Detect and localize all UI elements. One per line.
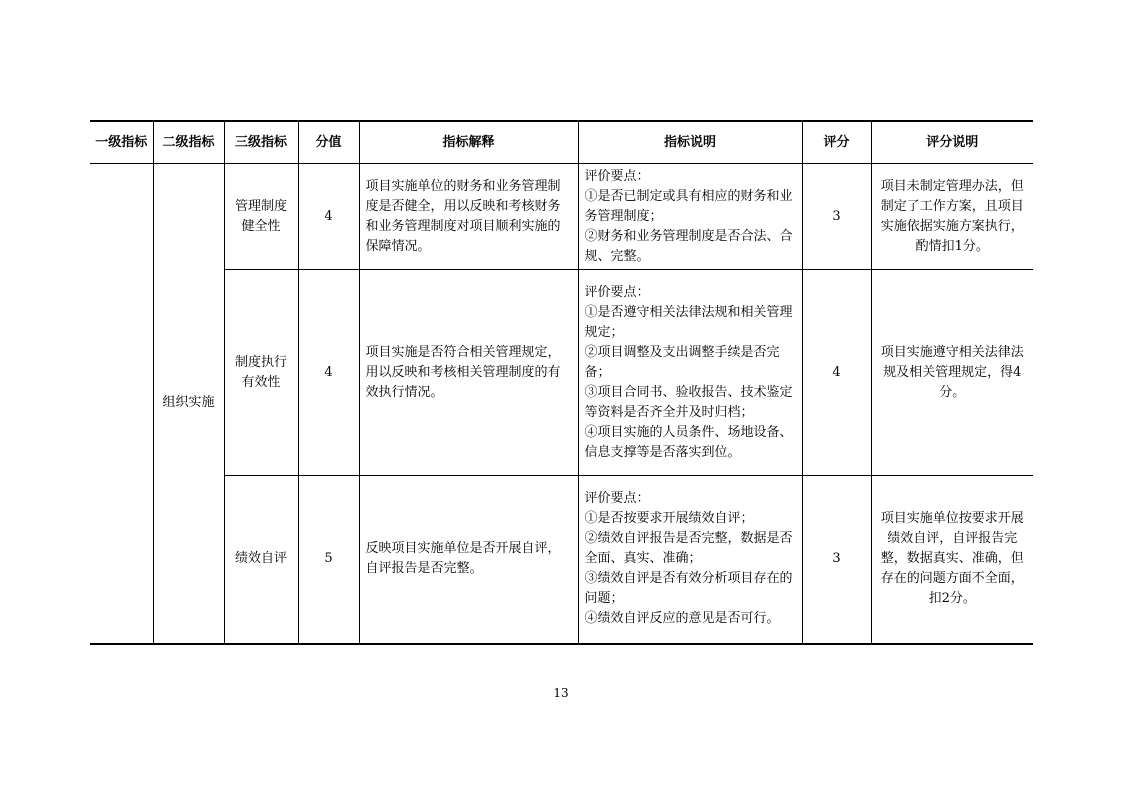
level3-cell: 绩效自评 bbox=[224, 476, 298, 644]
score-cell: 3 bbox=[802, 476, 871, 644]
header-level2: 二级指标 bbox=[153, 121, 224, 164]
table-row bbox=[90, 270, 1033, 476]
header-level3: 三级指标 bbox=[224, 121, 298, 164]
score-value-cell: 4 bbox=[298, 270, 359, 476]
score-note-cell: 项目未制定管理办法，但制定了工作方案，且项目实施依据实施方案执行，酌情扣1分。 bbox=[871, 164, 1033, 270]
explanation-cell: 项目实施是否符合相关管理规定，用以反映和考核相关管理制度的有效执行情况。 bbox=[359, 270, 578, 476]
criteria-line: 评价要点： bbox=[584, 168, 650, 184]
page-number: 13 bbox=[553, 686, 569, 700]
table-row bbox=[90, 476, 1033, 644]
criteria-line: ①是否遵守相关法律法规和相关管理规定； bbox=[584, 304, 793, 340]
explanation-cell: 反映项目实施单位是否开展自评，自评报告是否完整。 bbox=[359, 476, 578, 644]
criteria-cell bbox=[578, 164, 802, 270]
criteria-line: ①是否已制定或具有相应的财务和业务管理制度； bbox=[584, 188, 793, 224]
score-value-cell: 4 bbox=[298, 164, 359, 270]
level3-cell: 制度执行有效性 bbox=[224, 270, 298, 476]
criteria-line: 评价要点： bbox=[584, 491, 650, 507]
header-criteria: 指标说明 bbox=[578, 121, 802, 164]
level1-cell bbox=[90, 164, 153, 644]
level3-cell: 管理制度健全性 bbox=[224, 164, 298, 270]
criteria-line: ④项目实施的人员条件、场地设备、信息支撑等是否落实到位。 bbox=[584, 424, 793, 460]
criteria-line: ②项目调整及支出调整手续是否完备； bbox=[584, 344, 780, 380]
header-score-note: 评分说明 bbox=[871, 121, 1033, 164]
score-value-cell: 5 bbox=[298, 476, 359, 644]
header-score-value: 分值 bbox=[298, 121, 359, 164]
header-level1: 一级指标 bbox=[90, 121, 153, 164]
evaluation-table bbox=[90, 120, 1033, 645]
header-score: 评分 bbox=[802, 121, 871, 164]
criteria-line: ③绩效自评是否有效分析项目存在的问题； bbox=[584, 571, 793, 607]
criteria-line: ②绩效自评报告是否完整，数据是否全面、真实、准确； bbox=[584, 531, 793, 567]
criteria-line: ④绩效自评反应的意见是否可行。 bbox=[584, 611, 780, 627]
criteria-cell bbox=[578, 476, 802, 644]
score-note-cell: 项目实施遵守相关法律法规及相关管理规定，得4分。 bbox=[871, 270, 1033, 476]
criteria-line: 评价要点： bbox=[584, 284, 650, 300]
criteria-cell bbox=[578, 270, 802, 476]
score-note-cell: 项目实施单位按要求开展绩效自评，自评报告完整，数据真实、准确，但存在的问题方面不全面，扣2分。 bbox=[871, 476, 1033, 644]
criteria-line: ③项目合同书、验收报告、技术鉴定等资料是否齐全并及时归档； bbox=[584, 384, 793, 420]
criteria-line: ①是否按要求开展绩效自评； bbox=[584, 511, 754, 527]
table-row bbox=[90, 164, 1033, 270]
level2-cell: 组织实施 bbox=[153, 164, 224, 644]
score-cell: 4 bbox=[802, 270, 871, 476]
header-row bbox=[90, 121, 1033, 164]
header-explanation: 指标解释 bbox=[359, 121, 578, 164]
explanation-cell: 项目实施单位的财务和业务管理制度是否健全，用以反映和考核财务和业务管理制度对项目顺利实施的保障情况。 bbox=[359, 164, 578, 270]
score-cell: 3 bbox=[802, 164, 871, 270]
criteria-line: ②财务和业务管理制度是否合法、合规、完整。 bbox=[584, 228, 793, 264]
